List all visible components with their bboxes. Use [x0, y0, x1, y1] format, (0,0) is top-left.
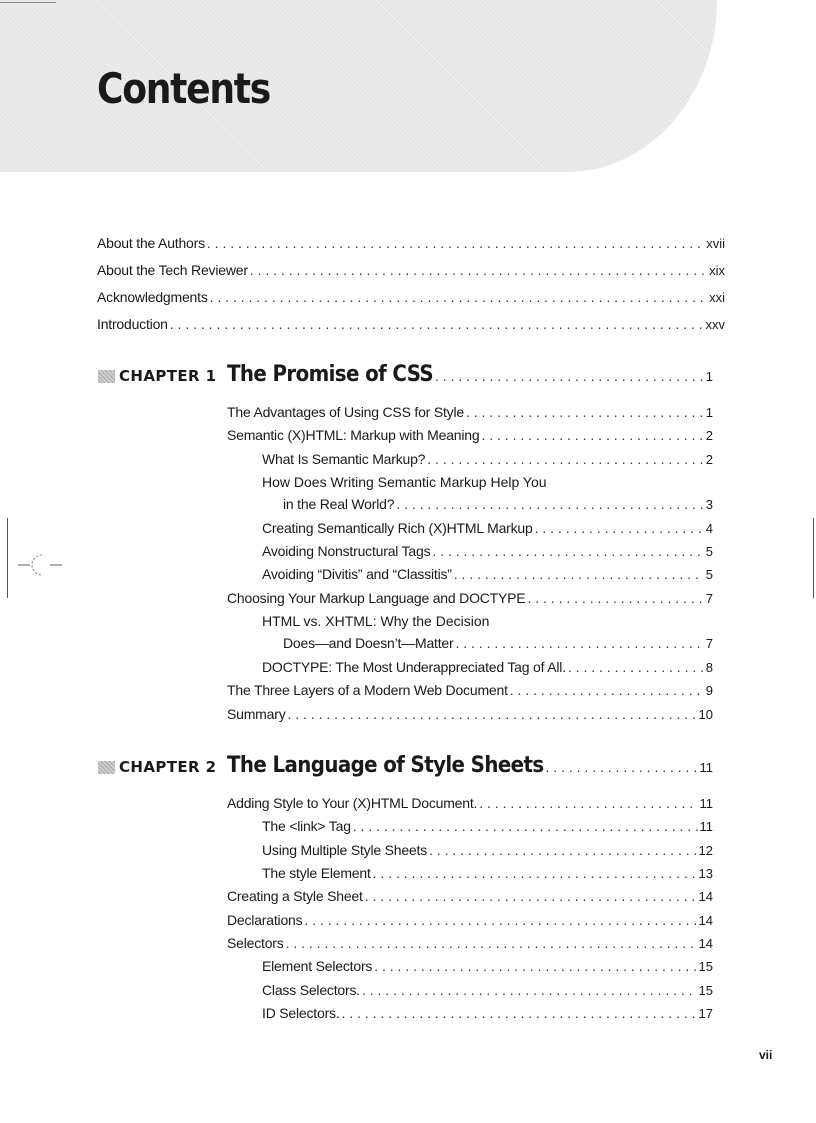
dot-leader [250, 261, 707, 279]
toc-entry[interactable] [262, 1004, 713, 1022]
chapter-title-entry[interactable] [227, 362, 713, 388]
toc-entry[interactable] [227, 681, 713, 699]
dot-leader [374, 957, 696, 975]
toc-entry-title: Summary [227, 706, 286, 722]
dot-leader [466, 403, 704, 421]
chapter-marker-icon [98, 370, 115, 383]
toc-entry-title: The Advantages of Using CSS for Style [227, 404, 464, 420]
dot-leader [396, 495, 703, 513]
dot-leader [454, 565, 704, 583]
toc-entry[interactable] [262, 542, 713, 560]
dot-leader [373, 864, 697, 882]
dot-leader [288, 705, 697, 723]
toc-entry-page: 11 [699, 796, 713, 811]
chapter-title-entry[interactable] [227, 753, 713, 779]
toc-entry-title: Creating a Style Sheet [227, 888, 363, 904]
chapter-number: CHAPTER 1 [119, 367, 217, 385]
toc-entry-title: Avoiding Nonstructural Tags [262, 543, 431, 559]
dot-leader [455, 634, 703, 652]
dot-leader [568, 658, 704, 676]
toc-entry-title: Creating Semantically Rich (X)HTML Markup [262, 520, 533, 536]
toc-entry-title: The style Element [262, 865, 371, 881]
toc-entry-page: 9 [705, 683, 713, 698]
crop-mark-left [7, 518, 8, 598]
toc-entry[interactable] [283, 495, 713, 513]
toc-entry-title: DOCTYPE: The Most Underappreciated Tag of All. [262, 659, 566, 675]
toc-entry[interactable] [227, 794, 713, 812]
toc-entry[interactable] [262, 957, 713, 975]
chapter-title: The Promise of CSS [227, 362, 434, 387]
toc-entry-page: 3 [705, 497, 713, 512]
dot-leader [207, 234, 704, 252]
toc-entry-title: Declarations [227, 912, 303, 928]
toc-entry[interactable] [262, 450, 713, 468]
dot-leader [304, 911, 696, 929]
dot-leader [365, 887, 697, 905]
toc-entry-page: 2 [705, 452, 713, 467]
toc-entry[interactable] [283, 634, 713, 652]
dot-leader [429, 841, 697, 859]
toc-entry-page: xxv [705, 317, 725, 332]
toc-entry-title[interactable]: How Does Writing Semantic Markup Help You [262, 474, 547, 490]
toc-entry-page: 13 [698, 866, 713, 881]
dot-leader [435, 363, 704, 389]
toc-entry-page: xvii [706, 236, 725, 251]
chapter-label [98, 758, 216, 776]
toc-entry[interactable] [262, 519, 713, 537]
toc-entry[interactable] [262, 981, 713, 999]
toc-entry-page: xix [709, 263, 725, 278]
toc-entry-page: 10 [698, 707, 713, 722]
toc-entry-page: 17 [698, 1006, 713, 1021]
dot-leader [362, 981, 697, 999]
registration-mark-icon [16, 545, 64, 585]
dot-leader [546, 754, 698, 780]
dot-leader [432, 542, 703, 560]
toc-entry-page: 5 [705, 567, 713, 582]
toc-entry-page: 11 [699, 819, 713, 834]
toc-entry[interactable] [262, 841, 713, 859]
chapter-page: 11 [699, 760, 713, 775]
toc-entry-page: 4 [705, 521, 713, 536]
toc-entry[interactable] [262, 658, 713, 676]
toc-entry-title: Avoiding “Divitis” and “Classitis” [262, 566, 452, 582]
dot-leader [535, 519, 704, 537]
toc-entry-title: Adding Style to Your (X)HTML Document. [227, 795, 478, 811]
crop-mark [0, 2, 56, 3]
toc-entry-page: 7 [705, 636, 713, 651]
page-number: vii [759, 1048, 773, 1062]
dot-leader [170, 315, 704, 333]
dot-leader [510, 681, 704, 699]
toc-entry-page: 2 [705, 428, 713, 443]
toc-entry-title: About the Authors [97, 235, 205, 251]
toc-entry-page: 7 [705, 591, 713, 606]
toc-entry[interactable] [97, 315, 725, 333]
toc-entry[interactable] [262, 864, 713, 882]
toc-entry-title: Selectors [227, 935, 284, 951]
toc-entry-page: 14 [698, 889, 713, 904]
toc-entry-title: Choosing Your Markup Language and DOCTYPE [227, 590, 526, 606]
chapter-page: 1 [705, 369, 713, 384]
toc-entry[interactable] [262, 565, 713, 583]
toc-entry-page: 15 [698, 983, 713, 998]
dot-leader [342, 1004, 697, 1022]
toc-entry-title: The Three Layers of a Modern Web Document [227, 682, 508, 698]
toc-entry-title-continued: Does—and Doesn’t—Matter [283, 635, 454, 651]
toc-entry-page: 14 [698, 913, 713, 928]
toc-entry[interactable] [227, 589, 713, 607]
toc-entry[interactable] [97, 261, 725, 279]
chapter-title: The Language of Style Sheets [227, 753, 544, 778]
toc-entry-title: Introduction [97, 316, 168, 332]
crop-mark-right [813, 518, 814, 598]
chapter-label [98, 367, 216, 385]
dot-leader [479, 794, 697, 812]
toc-entry-page: 8 [705, 660, 713, 675]
toc-entry[interactable] [227, 911, 713, 929]
toc-entry-title: ID Selectors. [262, 1005, 340, 1021]
dot-leader [527, 589, 703, 607]
toc-entry-page: 12 [698, 843, 713, 858]
toc-entry-page: 5 [705, 544, 713, 559]
toc-entry-page: 15 [698, 959, 713, 974]
dot-leader [481, 426, 703, 444]
toc-entry[interactable] [97, 288, 725, 306]
toc-entry-title[interactable]: HTML vs. XHTML: Why the Decision [262, 613, 490, 629]
toc-entry[interactable] [97, 234, 725, 252]
toc-entry-title: What Is Semantic Markup? [262, 451, 426, 467]
toc-entry-page: 14 [698, 936, 713, 951]
toc-entry-title: Semantic (X)HTML: Markup with Meaning [227, 427, 480, 443]
dot-leader [427, 450, 704, 468]
toc-entry[interactable] [262, 817, 713, 835]
toc-entry-title: Using Multiple Style Sheets [262, 842, 428, 858]
chapter-marker-icon [98, 761, 115, 774]
dot-leader [353, 817, 698, 835]
toc-entry-title: Element Selectors [262, 958, 373, 974]
dot-leader [286, 934, 697, 952]
toc-entry-page: 1 [705, 405, 713, 420]
toc-entry-title: About the Tech Reviewer [97, 262, 248, 278]
toc-entry[interactable] [227, 426, 713, 444]
toc-entry-title: Acknowledgments [97, 289, 208, 305]
toc-entry[interactable] [227, 403, 713, 421]
dot-leader [210, 288, 707, 306]
toc-entry[interactable] [227, 934, 713, 952]
toc-entry-title: Class Selectors. [262, 982, 360, 998]
toc-entry-title: The <link> Tag [262, 818, 351, 834]
chapter-number: CHAPTER 2 [119, 758, 217, 776]
page-title: Contents [97, 64, 270, 113]
toc-entry[interactable] [227, 887, 713, 905]
toc-entry[interactable] [227, 705, 713, 723]
toc-entry-page: xxi [709, 290, 725, 305]
toc-entry-title-continued: in the Real World? [283, 496, 395, 512]
